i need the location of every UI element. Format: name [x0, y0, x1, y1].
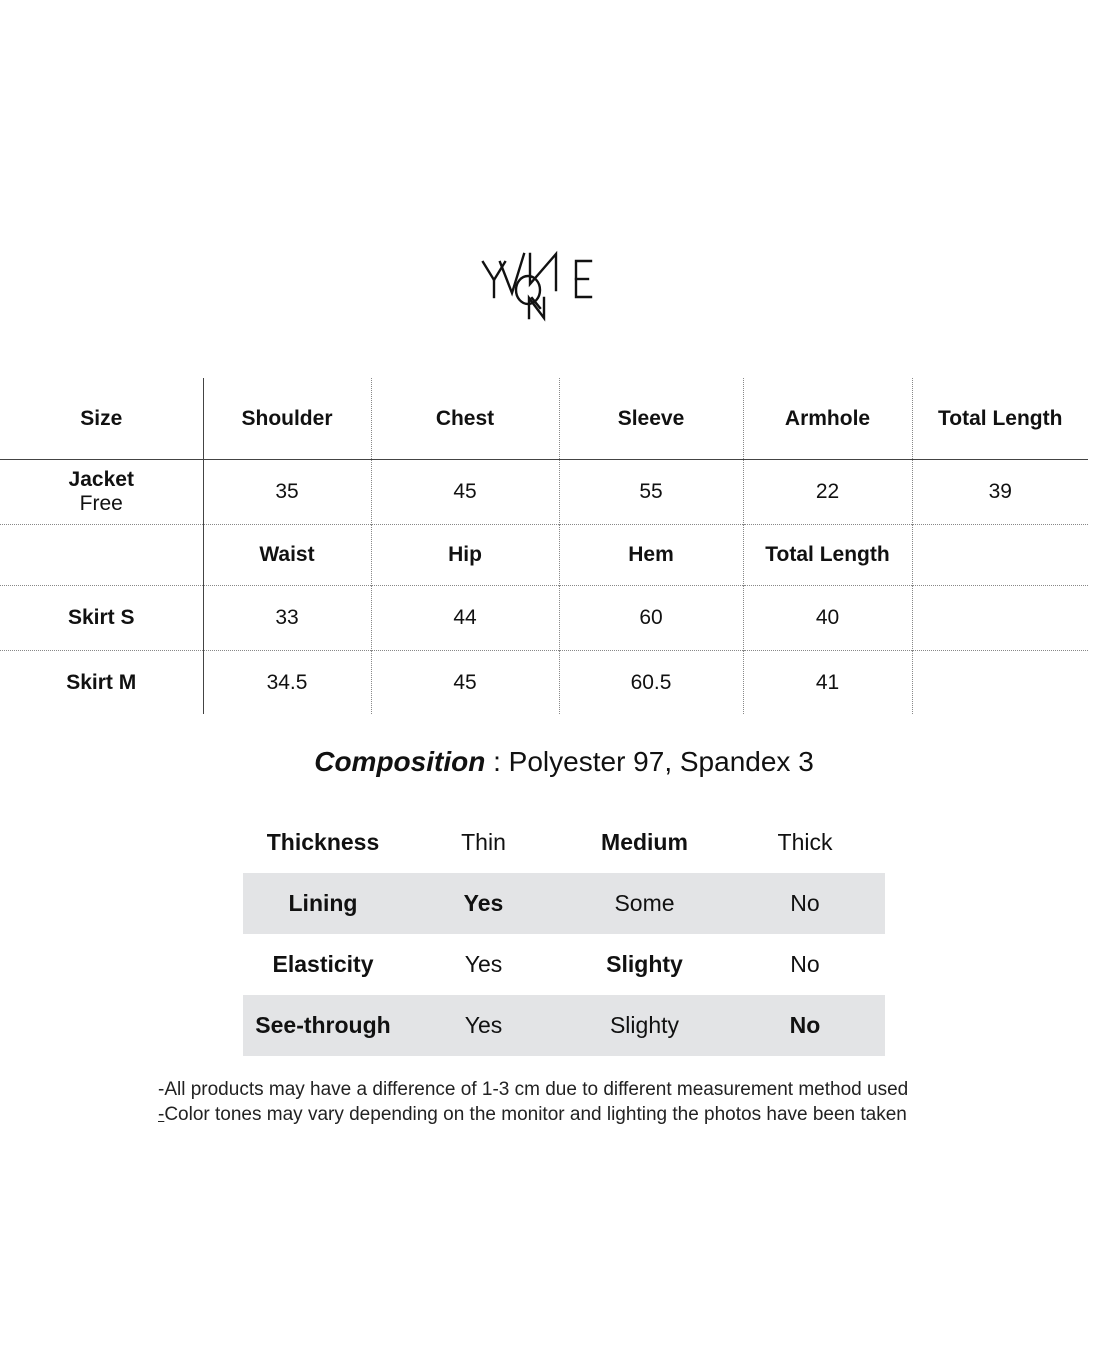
skirt-s-waist: 33 [203, 586, 371, 651]
header-hem: Hem [559, 525, 743, 586]
note-color-dash: - [158, 1104, 165, 1125]
fabric-property-label: Thickness [266, 829, 380, 855]
jacket-label: Jacket [68, 468, 134, 491]
fabric-option: No [790, 951, 820, 977]
skirt-s-empty [912, 586, 1088, 651]
header-chest: Chest [371, 378, 559, 460]
composition-line [0, 746, 1094, 778]
jacket-armhole: 22 [743, 460, 912, 525]
fabric-option-selected: Yes [403, 873, 564, 934]
fabric-property-label: Lining [243, 873, 403, 934]
fabric-option-selected: Medium [601, 829, 688, 855]
skirt-m-row [0, 651, 1088, 715]
composition-separator: : [485, 746, 509, 777]
jacket-chest: 45 [371, 460, 559, 525]
fabric-option: Thick [777, 829, 833, 855]
skirt-m-hip: 45 [371, 651, 559, 715]
jacket-row [0, 460, 1088, 525]
skirt-s-label: Skirt S [67, 606, 135, 629]
jacket-total-length: 39 [912, 460, 1088, 525]
header-size: Size [80, 406, 123, 430]
fabric-option: Yes [464, 951, 503, 977]
header-hip: Hip [371, 525, 559, 586]
size-table [0, 378, 1088, 714]
header-shoulder: Shoulder [203, 378, 371, 460]
jacket-size-label: Free [79, 492, 123, 515]
skirt-s-total-length: 40 [743, 586, 912, 651]
fabric-option: Thin [461, 829, 506, 855]
fabric-row [243, 873, 885, 934]
size-table-header-row [0, 378, 1088, 460]
brand-logo [470, 240, 620, 330]
skirt-header-row [0, 525, 1088, 586]
fabric-option: Some [564, 873, 725, 934]
jacket-shoulder: 35 [203, 460, 371, 525]
skirt-m-total-length: 41 [743, 651, 912, 715]
fabric-option: Slighty [564, 995, 725, 1056]
header-skirt-total-length: Total Length [743, 525, 912, 586]
note-color-text: Color tones may vary depending on the monitor and lighting the photos have been taken [164, 1104, 907, 1125]
disclaimer-notes [158, 1077, 1058, 1127]
fabric-option: No [725, 873, 885, 934]
header-waist: Waist [203, 525, 371, 586]
skirt-m-waist: 34.5 [203, 651, 371, 715]
skirt-s-row [0, 586, 1088, 651]
note-color [158, 1102, 1058, 1127]
fabric-option-selected: No [725, 995, 885, 1056]
skirt-header-empty [0, 525, 203, 586]
fabric-property-label: See-through [243, 995, 403, 1056]
fabric-option-selected: Slighty [606, 951, 683, 977]
fabric-option: Yes [403, 995, 564, 1056]
composition-label: Composition [314, 746, 486, 777]
note-measurement: -All products may have a difference of 1-3 cm due to different measurement method used [158, 1079, 909, 1100]
skirt-m-empty [912, 651, 1088, 715]
header-armhole: Armhole [743, 378, 912, 460]
jacket-sleeve: 55 [559, 460, 743, 525]
fabric-row [243, 934, 885, 995]
skirt-m-label: Skirt M [66, 670, 137, 694]
header-sleeve: Sleeve [559, 378, 743, 460]
skirt-s-hip: 44 [371, 586, 559, 651]
skirt-m-hem: 60.5 [559, 651, 743, 715]
skirt-header-empty-end [912, 525, 1088, 586]
fabric-row [243, 995, 885, 1056]
header-total-length: Total Length [912, 378, 1088, 460]
skirt-s-hem: 60 [559, 586, 743, 651]
fabric-properties-table [243, 812, 885, 1056]
fabric-row [243, 812, 885, 873]
composition-value: Polyester 97, Spandex 3 [508, 746, 814, 777]
fabric-property-label: Elasticity [272, 951, 374, 977]
jacket-label-cell [0, 460, 203, 525]
